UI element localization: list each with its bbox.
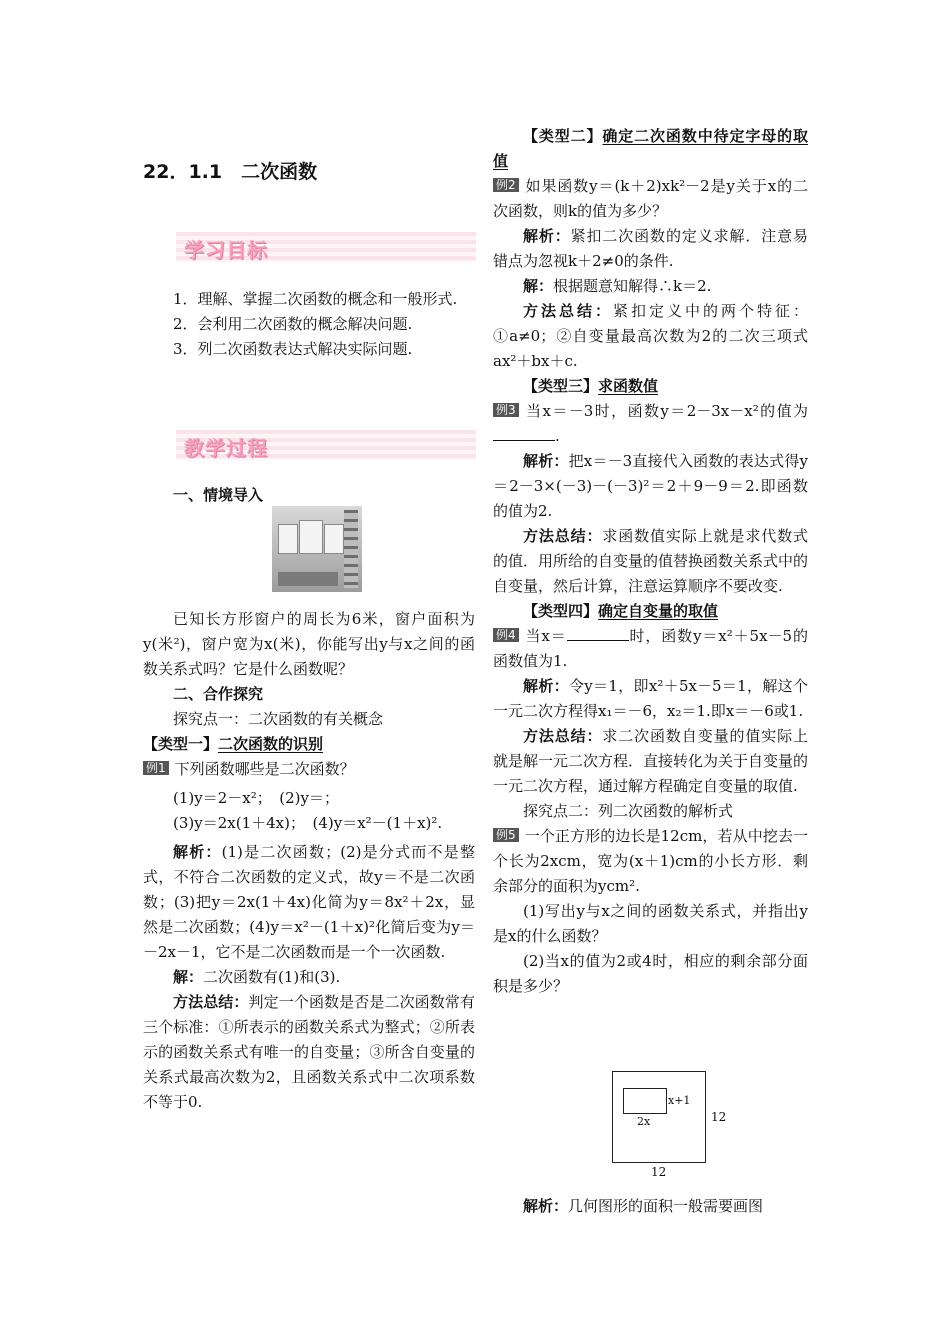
window-seat	[278, 572, 338, 586]
goal-item: 1．理解、掌握二次函数的概念和一般形式.	[173, 290, 458, 308]
type1-title: 二次函数的识别	[218, 735, 324, 753]
summary-text: 求函数值实际上就是求代数式的值．用所给的自变量的值替换函数关系式中的自变量，然后计算，注意运算顺序不要改变.	[493, 527, 809, 595]
analysis-text: 紧扣二次函数的定义求解．注意易错点为忽视k＋2≠0的条件.	[493, 227, 808, 270]
formula-line: (3)y＝2x(1＋4x)； (4)y＝x²－(1＋x)².	[173, 814, 443, 832]
answer-label: 解：	[173, 968, 204, 986]
example-text-end: .	[555, 427, 560, 445]
summary-text: 求二次函数自变量的值实际上就是解一元二次方程．直接转化为关于自变量的一元二次方程，通过解方程确定自变量的取值.	[493, 727, 809, 795]
example-text: 当x＝	[524, 627, 567, 645]
page-title: 22．1.1 二次函数	[143, 161, 318, 183]
answer-text: 根据题意知解得∴k＝2.	[553, 277, 712, 295]
side-label: 12	[711, 1110, 727, 1124]
analysis-label: 解析：	[523, 227, 571, 245]
summary-text: 紧扣定义中的两个特征：①a≠0；②自变量最高次数为2的二次三项式ax²＋bx＋c.	[493, 302, 808, 370]
type4-bracket: 【类型四】	[523, 602, 599, 620]
banner-teaching-process	[176, 430, 476, 460]
window-room-photo	[272, 506, 362, 592]
goal-item: 2．会利用二次函数的概念解决问题.	[173, 315, 413, 333]
example-text-end: 时，函数y＝x²＋5x－5的函数值为1.	[493, 627, 808, 670]
banner-learning-goals	[176, 232, 476, 262]
analysis-text: 几何图形的面积一般需要画图	[568, 1197, 764, 1215]
analysis-label: 解析：	[523, 677, 569, 695]
inner-length-label: 2x	[637, 1115, 651, 1128]
summary-label: 方法总结：	[523, 527, 603, 545]
point-heading: 探究点二：列二次函数的解析式	[523, 802, 734, 820]
question-2: (2)当x的值为2或4时，相应的剩余部分面积是多少？	[493, 952, 808, 995]
bookshelf	[344, 510, 358, 588]
answer-text: 二次函数有(1)和(3).	[203, 968, 341, 986]
example-badge: 例5	[493, 828, 519, 842]
summary-text: 判定一个函数是否是二次函数常有三个标准：①所表示的函数关系式为整式；②所表示的函数关系式有唯一的自变量；③所含自变量的关系式最高次数为2，且函数关系式中二次项系数不等于0.	[143, 993, 475, 1111]
type4-title: 确定自变量的取值	[598, 602, 719, 620]
example-badge: 例1	[143, 761, 169, 775]
goals-list	[143, 287, 475, 362]
goal-item: 3．列二次函数表达式解决实际问题.	[173, 340, 413, 358]
example-text: 如果函数y＝(k＋2)xk²－2是y关于x的二次函数，则k的值为多少？	[493, 177, 808, 220]
question-1: (1)写出y与x之间的函数关系式，并指出y是x的什么函数？	[493, 902, 808, 945]
section-heading: 二、合作探究	[173, 685, 264, 703]
bottom-label: 12	[651, 1165, 667, 1179]
type3-bracket: 【类型三】	[523, 377, 599, 395]
example-badge: 例4	[493, 628, 519, 642]
summary-label: 方法总结：	[523, 302, 613, 320]
analysis-label: 解析：	[523, 1197, 569, 1215]
window-pane	[299, 520, 323, 554]
answer-blank	[567, 626, 629, 641]
example-text: 下列函数哪些是二次函数？	[174, 760, 355, 778]
intro-text: 已知长方形窗户的周长为6米，窗户面积为y(米²)，窗户宽为x(米)，你能写出y与x之间的函数关系式吗？它是什么函数呢？	[143, 610, 475, 678]
analysis-label: 解析：	[173, 843, 222, 861]
type1-bracket: 【类型一】	[143, 735, 219, 753]
left-section-1	[143, 483, 475, 508]
left-body	[143, 607, 475, 1115]
analysis-label: 解析：	[523, 452, 569, 470]
banner-teaching-process-label: 教学过程	[184, 436, 268, 460]
inner-width-label: x+1	[668, 1094, 691, 1107]
analysis-text: 把x＝－3直接代入函数的表达式得y＝2－3×(－3)－(－3)²＝2＋9－9＝2.即函数的值为2.	[493, 452, 808, 520]
point-heading: 探究点一：二次函数的有关概念	[173, 710, 384, 728]
section-heading: 一、情境导入	[173, 486, 264, 504]
answer-blank	[493, 426, 555, 441]
type2-title: 确定二次函数中待定字母的取值	[493, 127, 808, 170]
formula-line: (1)y＝2－x²； (2)y＝；	[173, 789, 339, 807]
example-badge: 例3	[493, 403, 519, 417]
analysis-text: (1)是二次函数；(2)是分式而不是整式，不符合二次函数的定义式，故y＝不是二次函数；(3)把y＝2x(1＋4x)化简为y＝8x²＋2x，显然是二次函数；(4)y＝x²－(1＋x)²化简后变为y＝－2x－1，它不是二次函数而是一个一次函数.	[143, 843, 475, 961]
inner-rectangle	[623, 1088, 667, 1114]
summary-label: 方法总结：	[173, 993, 249, 1011]
summary-label: 方法总结：	[523, 727, 603, 745]
analysis-text: 令y＝1，即x²＋5x－5＝1，解这个一元二次方程得x₁＝－6，x₂＝1.即x＝－6或1.	[493, 677, 808, 720]
square-figure	[612, 1071, 727, 1179]
answer-label: 解：	[523, 277, 554, 295]
right-tail	[493, 1194, 808, 1219]
type2-bracket: 【类型二】	[523, 127, 603, 145]
right-body	[493, 124, 808, 999]
banner-learning-goals-label: 学习目标	[184, 238, 268, 262]
type3-title: 求函数值	[598, 377, 659, 395]
example-text: 当x＝－3时，函数y＝2－3x－x²的值为	[524, 402, 808, 420]
example-badge: 例2	[493, 178, 519, 192]
window-pane	[324, 524, 344, 554]
window-pane	[278, 524, 298, 554]
example-text: 一个正方形的边长是12cm，若从中挖去一个长为2xcm，宽为(x＋1)cm的小长方形．剩余部分的面积为ycm².	[493, 827, 808, 895]
